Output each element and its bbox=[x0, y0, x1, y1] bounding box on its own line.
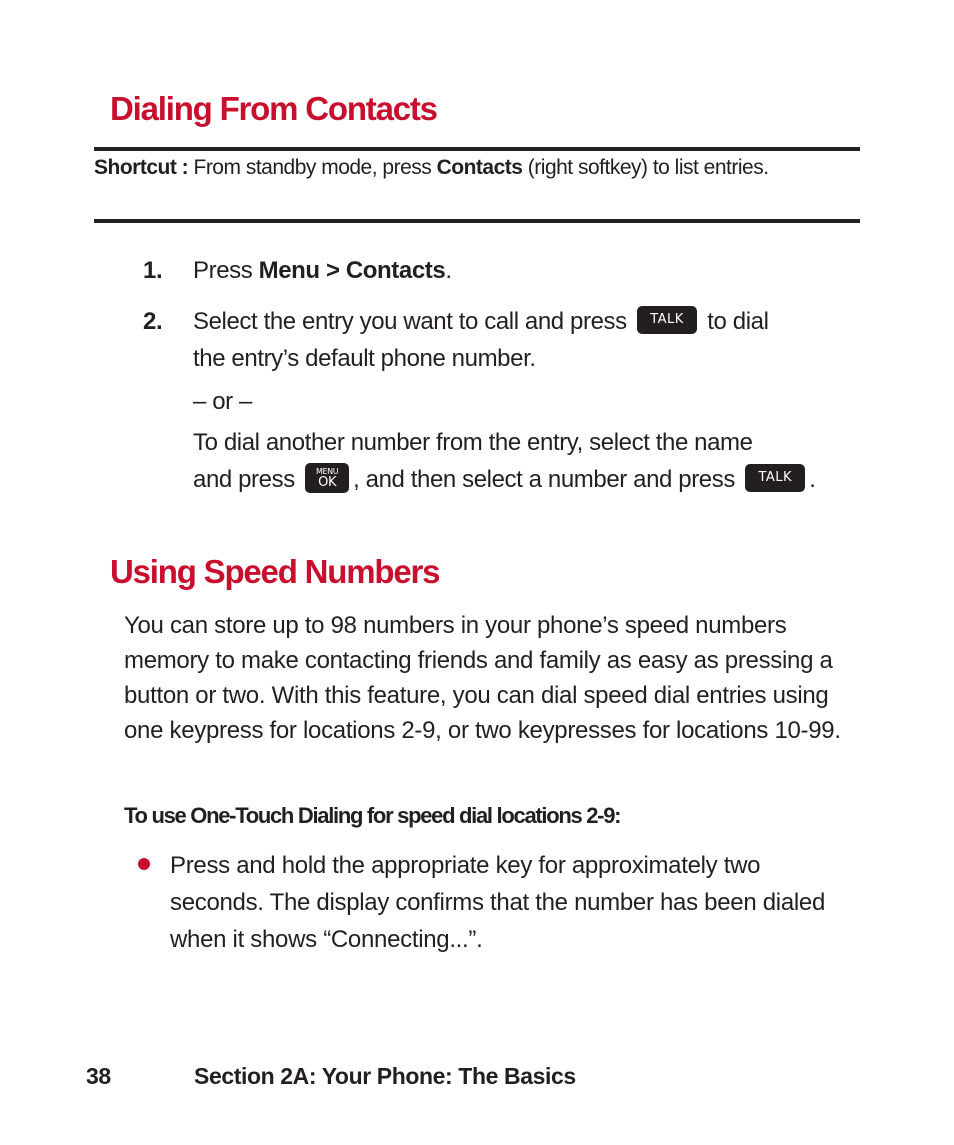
step-2-line-4-a: and press bbox=[193, 466, 295, 493]
section-title-dialing-from-contacts: Dialing From Contacts bbox=[110, 90, 437, 127]
bullet-text: Press and hold the appropriate key for approximately two seconds. The display confirms that the number has been dialed when it shows “Connecting...”. bbox=[170, 852, 825, 953]
step-1-text bbox=[193, 252, 452, 289]
section-title-using-speed-numbers: Using Speed Numbers bbox=[110, 553, 440, 590]
footer-section-title: Section 2A: Your Phone: The Basics bbox=[194, 1063, 576, 1089]
shortcut-rule-bottom bbox=[94, 219, 860, 223]
step-2-line-1-before: Select the entry you want to call and press bbox=[193, 308, 627, 335]
step-2-or: – or – bbox=[193, 388, 252, 415]
step-2-line-2: the entry’s default phone number. bbox=[193, 345, 536, 372]
shortcut-label: Shortcut : bbox=[94, 156, 189, 179]
step-1-menu-path: Menu > Contacts bbox=[258, 257, 446, 284]
step-2-line-4-b: , and then select a number and press bbox=[353, 466, 735, 493]
one-touch-dialing-subhead: To use One-Touch Dialing for speed dial locations 2-9: bbox=[124, 803, 621, 828]
speed-numbers-paragraph: You can store up to 98 numbers in your phone’s speed numbers memory to make contacting friends and family as easy as pressing a button or two. With this feature, you can dial speed dial entries using one keypress for locations 2-9, or two keypresses for locations 10-99. bbox=[124, 612, 841, 744]
step-2-line-1-after: to dial bbox=[707, 308, 769, 335]
page-number: 38 bbox=[86, 1063, 111, 1089]
menu-ok-key-icon bbox=[305, 463, 349, 493]
shortcut-rule-top bbox=[94, 147, 860, 151]
step-2-line-1 bbox=[193, 303, 769, 340]
step-1-end: . bbox=[445, 257, 452, 284]
bullet-icon bbox=[138, 858, 150, 870]
step-1-number: 1. bbox=[143, 257, 163, 284]
talk-key-icon: TALK bbox=[637, 306, 697, 334]
shortcut-text-before: From standby mode, press bbox=[188, 156, 437, 179]
step-2-line-4-c: . bbox=[809, 466, 816, 493]
step-2-line-4 bbox=[193, 461, 816, 498]
step-2-line-3: To dial another number from the entry, select the name bbox=[193, 429, 753, 456]
step-2-number: 2. bbox=[143, 308, 163, 335]
shortcut-box bbox=[94, 153, 814, 183]
ok-key-label: OK bbox=[318, 474, 337, 490]
shortcut-key-contacts: Contacts bbox=[436, 156, 523, 179]
step-1-press: Press bbox=[193, 257, 259, 284]
talk-key-icon: TALK bbox=[745, 464, 805, 492]
menu-key-label: MENU bbox=[315, 466, 339, 476]
shortcut-text-after: (right softkey) to list entries. bbox=[522, 156, 769, 179]
